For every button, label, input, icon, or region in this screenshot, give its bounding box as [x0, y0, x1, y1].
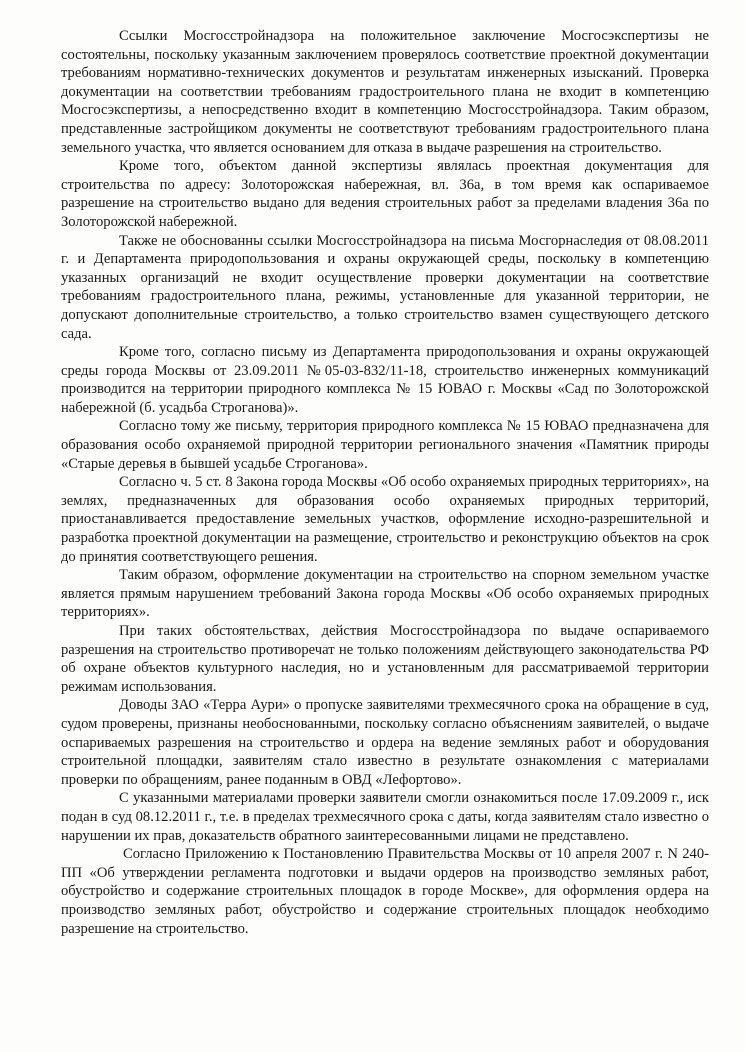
- document-body: [61, 27, 709, 938]
- paragraph-filing-dates: С указанными материалами проверки заявители смогли ознакомиться после 17.09.2009 г., иск подан в суд 08.12.2011 г., т.е. в пределах трехмесячного срока с даты, когда заявителям стало известно о нарушении их прав, доказательств обратного заинтересованными лицами не представлено.: [61, 790, 709, 844]
- paragraph-government-decree: Согласно Приложению к Постановлению Правительства Москвы от 10 апреля 2007 г. N 240-ПП «Об утверждении регламента подготовки и выдачи ордеров на производство земляных работ, обустройство и содержание строительных площадок в городе Москве», для оформления ордера на производство земляных работ, обустройство и содержание строительных площадок необходимо разрешение на строительство.: [61, 846, 709, 937]
- paragraph-address-scope: Кроме того, объектом данной экспертизы являлась проектная документация для строительства по адресу: Золоторожская набережная, вл. 36а, в том время как оспариваемое разрешение на строительство выдано для ведения строительных работ за пределами владения 36а по Золоторожской набережной.: [61, 158, 709, 230]
- paragraph-nature-complex: Кроме того, согласно письму из Департамента природопользования и охраны окружающей среды города Москвы от 23.09.2011 №05-03-832/11-18, строительство инженерных коммуникаций производится на территории природного комплекса № 15 ЮВАО г. Москвы «Сад по Золоторожской набережной (б. усадьба Строганова)».: [61, 344, 709, 416]
- paragraph-moscow-law: Согласно ч. 5 ст. 8 Закона города Москвы «Об особо охраняемых природных территориях», на землях, предназначенных для образования особо охраняемых природных территорий, приостанавливается предоставление земельных участков, оформление исходно-разрешительной и разработка проектной документации на размещение, строительство и реконструкцию объектов на срок до принятия соответствующего решения.: [61, 474, 709, 565]
- paragraph-heritage-letters: Также не обоснованны ссылки Мосгосстройнадзора на письма Мосгорнаследия от 08.08.2011 г. и Департамента природопользования и охраны окружающей среды, поскольку в компетенцию указанных организаций не входит осуществление проверки документации на соответствие требованиям градостроительного плана, режимы, установленные для указанной территории, не допускают дополнительные строительство, а только строительство взамен существующего детского сада.: [61, 232, 709, 342]
- paragraph-circumstances: При таких обстоятельствах, действия Мосгосстройнадзора по выдаче оспариваемого разрешения на строительство противоречат не только положениям действующего законодательства РФ об охране объектов культурного наследия, но и установленным для рассматриваемой территории режимам использования.: [61, 623, 709, 695]
- paragraph-protected-territory: Согласно тому же письму, территория природного комплекса № 15 ЮВАО предназначена для образования особо охраняемой природной территории регионального значения «Памятник природы «Старые деревья в бывшей усадьбе Строганова».: [61, 418, 709, 472]
- paragraph-violation-conclusion: Таким образом, оформление документации на строительство на спорном земельном участке является прямым нарушением требований Закона города Москвы «Об особо охраняемых природных территориях».: [61, 567, 709, 621]
- paragraph-expertise-reference: Ссылки Мосгосстройнадзора на положительное заключение Мосгосэкспертизы не состоятельны, поскольку указанным заключением проверялось соответствие проектной документации требованиям нормативно-технических документов и результатам инженерных изысканий. Проверка документации на соответствии требованиям градостроительного плана не входит в компетенцию Мосгосэкспертизы, а непосредственно входит в компетенцию Мосгосстройнадзора. Таким образом, представленные застройщиком документы не соответствуют требованиям градостроительного плана земельного участка, что является основанием для отказа в выдаче разрешения на строительство.: [61, 28, 709, 156]
- paragraph-deadline-arguments: Доводы ЗАО «Терра Аури» о пропуске заявителями трехмесячного срока на обращение в суд, судом проверены, признаны необоснованными, поскольку согласно объяснениям заявителей, о выдаче оспариваемых разрешения на строительство и ордера на ведение земляных работ и оборудования строительной площадки, заявителям стало известно в результате ознакомления с материалами проверки по обращениям, ранее поданным в ОВД «Лефортово».: [61, 697, 709, 788]
